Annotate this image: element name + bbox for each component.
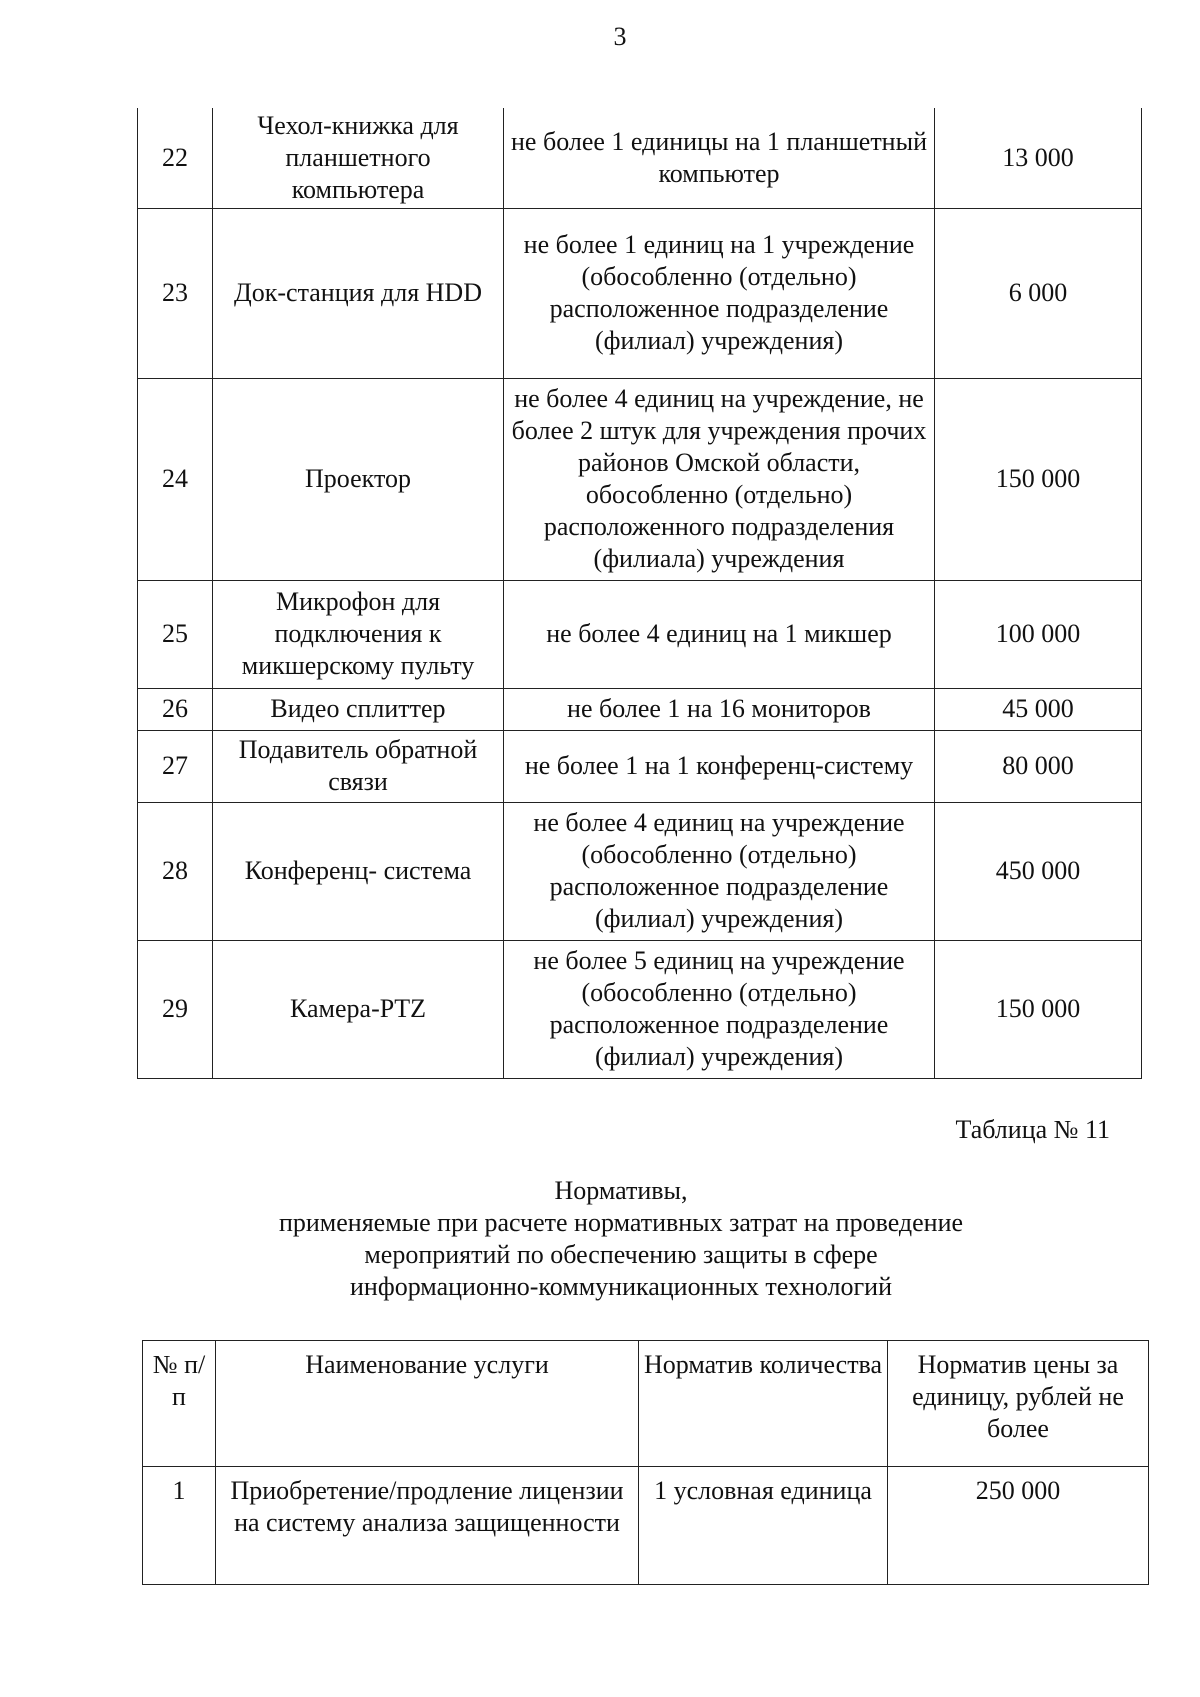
quantity-norm: не более 1 единицы на 1 планшетный компьютер — [504, 108, 935, 208]
row-number: 26 — [138, 688, 213, 730]
row-number: 1 — [143, 1467, 216, 1585]
header-price-norm: Норматив цены за единицу, рублей не более — [888, 1341, 1149, 1467]
price-norm: 45 000 — [935, 688, 1142, 730]
quantity-norm: не более 1 на 16 мониторов — [504, 688, 935, 730]
heading-line: мероприятий по обеспечению защиты в сфере — [364, 1240, 878, 1269]
equipment-norms-table — [137, 108, 1142, 1079]
row-number: 22 — [138, 108, 213, 208]
table-11-heading — [137, 1175, 1105, 1303]
quantity-norm: 1 условная единица — [639, 1467, 888, 1585]
item-name: Чехол-книжка для планшетного компьютера — [213, 108, 504, 208]
price-norm: 13 000 — [935, 108, 1142, 208]
quantity-norm: не более 1 на 1 конференц-систему — [504, 730, 935, 802]
price-norm: 150 000 — [935, 940, 1142, 1078]
table-11-label: Таблица № 11 — [955, 1115, 1110, 1144]
quantity-norm: не более 1 единиц на 1 учреждение (обособленно (отдельно) расположенное подразделение (филиал) учреждения) — [504, 208, 935, 378]
price-norm: 450 000 — [935, 802, 1142, 940]
table-row — [138, 108, 1142, 208]
table-header-row — [143, 1341, 1149, 1467]
row-number: 28 — [138, 802, 213, 940]
price-norm: 80 000 — [935, 730, 1142, 802]
table-row — [138, 730, 1142, 802]
item-name: Видео сплиттер — [213, 688, 504, 730]
item-name: Док-станция для HDD — [213, 208, 504, 378]
service-name: Приобретение/продление лицензии на систему анализа защищенности — [216, 1467, 639, 1585]
item-name: Проектор — [213, 378, 504, 580]
price-norm: 250 000 — [888, 1467, 1149, 1585]
price-norm: 100 000 — [935, 580, 1142, 688]
security-services-norms-table — [142, 1340, 1149, 1585]
row-number: 23 — [138, 208, 213, 378]
row-number: 24 — [138, 378, 213, 580]
table-row — [138, 688, 1142, 730]
table-row — [138, 208, 1142, 378]
page-number: 3 — [613, 22, 627, 51]
price-norm: 150 000 — [935, 378, 1142, 580]
header-number: № п/п — [143, 1341, 216, 1467]
quantity-norm: не более 5 единиц на учреждение (обособленно (отдельно) расположенное подразделение (филиал) учреждения) — [504, 940, 935, 1078]
quantity-norm: не более 4 единиц на учреждение (обособленно (отдельно) расположенное подразделение (филиал) учреждения) — [504, 802, 935, 940]
table-row — [138, 580, 1142, 688]
row-number: 29 — [138, 940, 213, 1078]
price-norm: 6 000 — [935, 208, 1142, 378]
table-row — [138, 940, 1142, 1078]
quantity-norm: не более 4 единиц на 1 микшер — [504, 580, 935, 688]
table-row — [143, 1467, 1149, 1585]
item-name: Микрофон для подключения к микшерскому пульту — [213, 580, 504, 688]
heading-line: применяемые при расчете нормативных затрат на проведение — [278, 1208, 964, 1237]
table-row — [138, 378, 1142, 580]
heading-line: информационно-коммуникационных технологий — [350, 1272, 892, 1301]
row-number: 27 — [138, 730, 213, 802]
item-name: Конференц- система — [213, 802, 504, 940]
row-number: 25 — [138, 580, 213, 688]
item-name: Камера-PTZ — [213, 940, 504, 1078]
heading-line: Нормативы, — [554, 1176, 688, 1205]
quantity-norm: не более 4 единиц на учреждение, не более 2 штук для учреждения прочих районов Омской области, обособленно (отдельно) расположенного подразделения (филиала) учреждения — [504, 378, 935, 580]
item-name: Подавитель обратной связи — [213, 730, 504, 802]
header-service-name: Наименование услуги — [216, 1341, 639, 1467]
table-row — [138, 802, 1142, 940]
header-quantity-norm: Норматив количества — [639, 1341, 888, 1467]
